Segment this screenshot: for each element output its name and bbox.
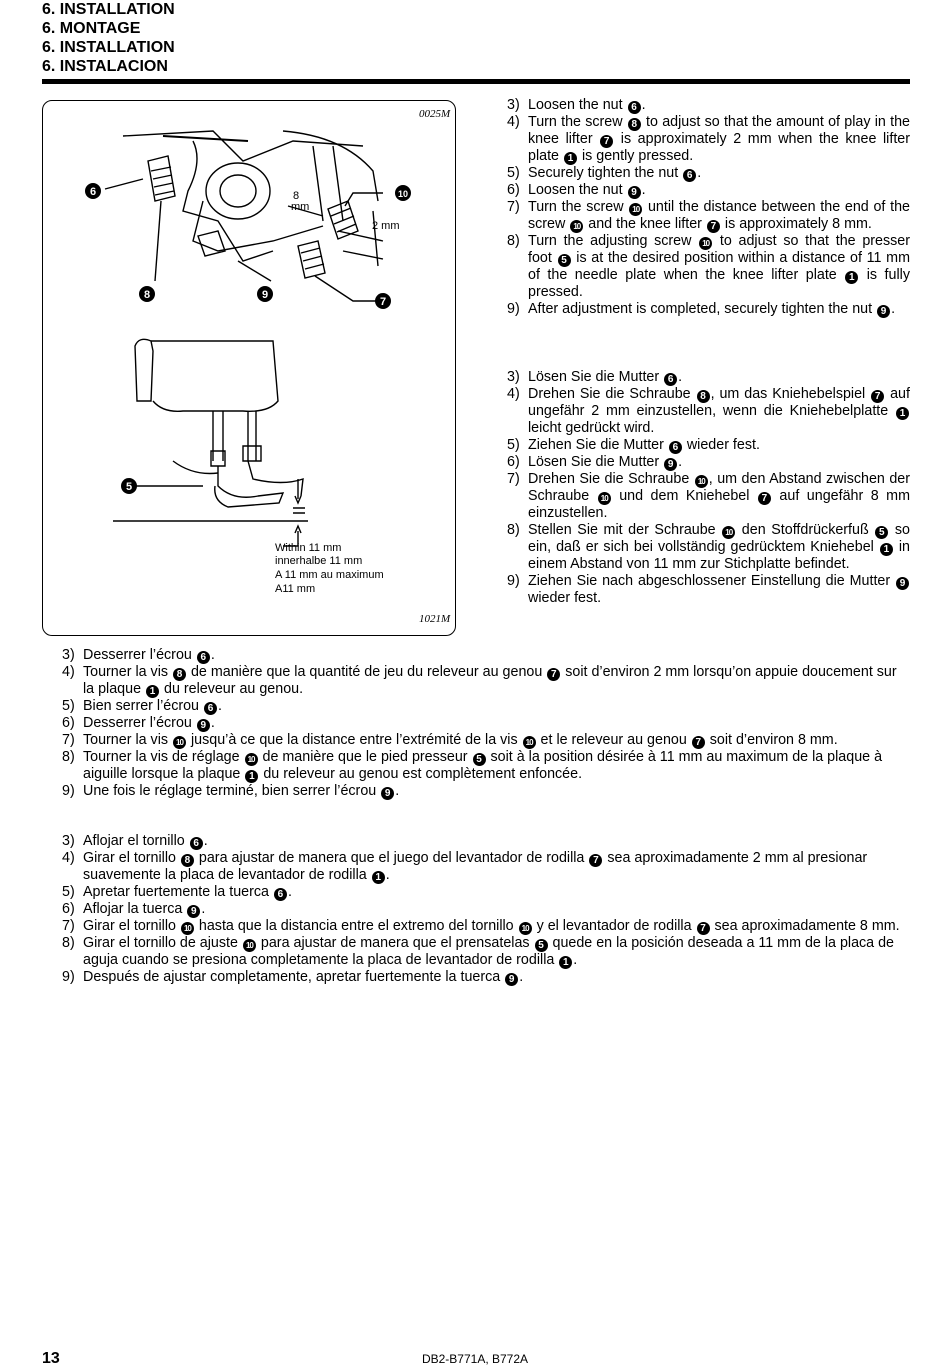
step-text: Aflojar el tornillo [83, 833, 189, 849]
step-number: 5) [62, 884, 75, 900]
step-text: is approximately 2 mm when the knee lifter plate [528, 131, 910, 164]
step-item [507, 454, 910, 471]
steps-german [507, 369, 910, 607]
step-number: 5) [507, 437, 520, 453]
step-item [507, 97, 910, 114]
part-callout-9: 9 [381, 787, 394, 800]
part-callout-8: 8 [628, 118, 641, 131]
step-text: is gently pressed. [577, 148, 694, 164]
step-text: Lösen Sie die Mutter [528, 454, 664, 470]
step-text: y el levantador de rodilla [532, 918, 696, 934]
part-callout-10: 10 [243, 939, 256, 952]
part-callout-6: 6 [274, 888, 287, 901]
step-text: auf ungefähr 8 mm einzustellen. [528, 488, 910, 521]
step-text: sea aproximadamente 2 mm al presionar suavemente la placa de levantador de rodilla [83, 850, 868, 883]
step-item [62, 664, 910, 698]
step-text: . [678, 369, 683, 385]
step-item [62, 901, 910, 918]
step-text: Drehen Sie die Schraube [528, 386, 696, 402]
part-callout-1: 1 [564, 152, 577, 165]
step-number: 6) [507, 182, 520, 198]
callout-5-label: 5 [125, 481, 133, 493]
step-number: 6) [62, 901, 75, 917]
step-item [62, 647, 910, 664]
step-text: . [519, 969, 524, 985]
part-callout-6: 6 [197, 651, 210, 664]
part-callout-9: 9 [505, 973, 518, 986]
figure-code-top: 0025M [419, 108, 451, 120]
step-number: 8) [507, 522, 520, 538]
step-text: . [210, 647, 215, 663]
step-text: Desserrer l’écrou [83, 715, 196, 731]
step-text: Une fois le réglage terminé, bien serrer l’écrou [83, 783, 381, 799]
step-text: Securely tighten the nut [528, 165, 683, 181]
step-number: 9) [62, 969, 75, 985]
callout-group [85, 183, 411, 595]
step-text: du releveur au genou est complètement enfoncée. [259, 766, 583, 782]
part-callout-9: 9 [664, 458, 677, 471]
part-callout-6: 6 [204, 702, 217, 715]
step-text: . [287, 884, 292, 900]
step-number: 5) [507, 165, 520, 181]
step-text: , um das Kniehebelspiel [710, 386, 871, 402]
step-text: Apretar fuertemente la tuerca [83, 884, 273, 900]
step-text: den Stoffdrückerfuß [736, 522, 875, 538]
step-item [507, 199, 910, 233]
step-text: is fully pressed. [528, 267, 910, 300]
part-callout-7: 7 [697, 922, 710, 935]
part-callout-10: 10 [245, 753, 258, 766]
step-text: Turn the screw [528, 114, 627, 130]
part-callout-7: 7 [707, 220, 720, 233]
model-number: DB2-B771A, B772A [421, 1352, 529, 1366]
step-text: Turn the adjusting screw [528, 233, 699, 249]
part-callout-9: 9 [628, 186, 641, 199]
step-text: Tourner la vis [83, 664, 172, 680]
callout-6-label: 6 [89, 186, 97, 198]
part-callout-10: 10 [699, 237, 712, 250]
part-callout-10: 10 [570, 220, 583, 233]
step-item [507, 386, 910, 437]
step-text: wieder fest. [528, 590, 602, 606]
step-item [507, 301, 910, 318]
step-text: du releveur au genou. [160, 681, 304, 697]
part-callout-6: 6 [664, 373, 677, 386]
step-item [507, 165, 910, 182]
step-item [62, 884, 910, 901]
step-text: . [573, 952, 578, 968]
callout-10-label: 10 [397, 189, 409, 199]
step-text: Turn the screw [528, 199, 629, 215]
dim-8mm-number: 8 [293, 190, 300, 202]
step-text: soit d’environ 2 mm lorsqu’on appuie doucement sur la plaque [83, 664, 897, 697]
part-callout-9: 9 [896, 577, 909, 590]
part-callout-1: 1 [880, 543, 893, 556]
header-line-de: 6. MONTAGE [42, 20, 141, 37]
step-item [507, 437, 910, 454]
step-number: 5) [62, 698, 75, 714]
step-number: 8) [62, 749, 75, 765]
step-text: Girar el tornillo [83, 850, 180, 866]
part-callout-9: 9 [197, 719, 210, 732]
step-text: . [201, 901, 206, 917]
part-callout-6: 6 [669, 441, 682, 454]
step-text: para ajustar de manera que el prensatelas [256, 935, 534, 951]
part-callout-6: 6 [683, 169, 696, 182]
part-callout-10: 10 [519, 922, 532, 935]
step-item [507, 471, 910, 522]
part-callout-6: 6 [190, 837, 203, 850]
section-header [42, 0, 175, 76]
part-callout-10: 10 [181, 922, 194, 935]
part-callout-8: 8 [181, 854, 194, 867]
step-text: Drehen Sie die Schraube [528, 471, 694, 487]
step-text: soit à la position désirée à 11 mm au maximum de la plaque à aiguille lorsque la plaque [83, 749, 883, 782]
step-text: Ziehen Sie die Mutter [528, 437, 668, 453]
step-item [507, 573, 910, 607]
step-text: hasta que la distancia entre el extremo del tornillo [194, 918, 518, 934]
step-item [507, 114, 910, 165]
step-text: quede en la posición deseada a 11 mm de la placa de aguja cuando se presiona completamente la placa de levantador de rodilla [83, 935, 895, 968]
step-text: is at the desired position within a distance of 11 mm of the needle plate when the knee lifter plate [528, 250, 910, 283]
step-text: para ajustar de manera que el juego del levantador de rodilla [194, 850, 589, 866]
step-text: Girar el tornillo de ajuste [83, 935, 242, 951]
header-line-fr: 6. INSTALLATION [42, 39, 175, 56]
step-text: Tourner la vis de réglage [83, 749, 244, 765]
part-callout-8: 8 [697, 390, 710, 403]
step-text: Stellen Sie mit der Schraube [528, 522, 722, 538]
part-callout-10: 10 [722, 526, 735, 539]
step-number: 3) [62, 647, 75, 663]
step-item [62, 833, 910, 850]
step-text: Girar el tornillo [83, 918, 180, 934]
step-text: Lösen Sie die Mutter [528, 369, 664, 385]
step-text: leicht gedrückt wird. [528, 420, 655, 436]
dim-8mm-unit: mm [291, 201, 310, 213]
step-number: 7) [62, 918, 75, 934]
step-text: . [891, 301, 896, 317]
step-text: in einem Abstand von 11 mm zur Stichplatte befindet. [528, 539, 910, 572]
step-number: 4) [507, 114, 520, 130]
caption-line-1: Within 11 mm [275, 542, 342, 554]
callout-9-label: 9 [261, 289, 269, 301]
header-rule [42, 79, 910, 84]
step-item [62, 935, 910, 969]
step-text: jusqu’à ce que la distance entre l’extrémité de la vis [187, 732, 522, 748]
part-callout-7: 7 [692, 736, 705, 749]
step-number: 9) [62, 783, 75, 799]
step-number: 7) [507, 471, 520, 487]
part-callout-1: 1 [146, 685, 159, 698]
part-callout-7: 7 [547, 668, 560, 681]
part-callout-5: 5 [875, 526, 888, 539]
step-text: . [641, 182, 646, 198]
part-callout-7: 7 [871, 390, 884, 403]
step-text: auf ungefähr 2 mm einzustellen, wenn die Kniehebelplatte [528, 386, 910, 419]
step-text: . [217, 698, 222, 714]
step-number: 4) [62, 850, 75, 866]
part-callout-1: 1 [896, 407, 909, 420]
header-line-en: 6. INSTALLATION [42, 1, 175, 18]
callout-8-label: 8 [143, 289, 151, 301]
step-text: . [395, 783, 400, 799]
step-number: 9) [507, 573, 520, 589]
part-callout-5: 5 [473, 753, 486, 766]
caption-line-4: A11 mm [275, 583, 316, 595]
part-callout-6: 6 [628, 101, 641, 114]
part-callout-1: 1 [245, 770, 258, 783]
page-number: 13 [42, 1350, 60, 1367]
step-text: to adjust so that the presser foot [528, 233, 910, 266]
step-text: to adjust so that the amount of play in the knee lifter [528, 114, 910, 147]
part-callout-10: 10 [598, 492, 611, 505]
part-callout-7: 7 [600, 135, 613, 148]
step-text: After adjustment is completed, securely tighten the nut [528, 301, 877, 317]
part-callout-10: 10 [629, 203, 642, 216]
part-callout-10: 10 [173, 736, 186, 749]
part-callout-1: 1 [372, 871, 385, 884]
step-item [62, 732, 910, 749]
step-text: Loosen the nut [528, 97, 627, 113]
step-number: 9) [507, 301, 520, 317]
step-text: . [385, 867, 390, 883]
step-item [62, 969, 910, 986]
step-text: . [697, 165, 702, 181]
step-item [62, 749, 910, 783]
step-text: , um den Abstand zwischen der Schraube [528, 471, 910, 504]
steps-french [62, 647, 910, 800]
part-callout-1: 1 [559, 956, 572, 969]
steps-spanish [62, 833, 910, 986]
step-text: Tourner la vis [83, 732, 172, 748]
part-callout-7: 7 [758, 492, 771, 505]
dim-2mm-label: 2 mm [372, 220, 400, 232]
step-text: sea aproximadamente 8 mm. [710, 918, 900, 934]
callout-7-label: 7 [379, 296, 387, 308]
part-callout-8: 8 [173, 668, 186, 681]
step-item [62, 850, 910, 884]
step-text: Ziehen Sie nach abgeschlossener Einstellung die Mutter [528, 573, 895, 589]
part-callout-7: 7 [589, 854, 602, 867]
step-text: und dem Kniehebel [611, 488, 757, 504]
step-text: Desserrer l’écrou [83, 647, 196, 663]
step-item [62, 715, 910, 732]
step-text: Aflojar la tuerca [83, 901, 187, 917]
step-text: Bien serrer l’écrou [83, 698, 203, 714]
step-text: . [641, 97, 646, 113]
part-callout-5: 5 [535, 939, 548, 952]
step-text: . [210, 715, 215, 731]
step-text: is approximately 8 mm. [720, 216, 872, 232]
figure-code-bottom: 1021M [419, 613, 451, 625]
caption-line-3: A 11 mm au maximum [275, 569, 384, 581]
step-item [507, 233, 910, 301]
part-callout-1: 1 [845, 271, 858, 284]
part-callout-10: 10 [695, 475, 708, 488]
step-number: 4) [507, 386, 520, 402]
step-number: 6) [507, 454, 520, 470]
step-number: 7) [62, 732, 75, 748]
step-number: 3) [62, 833, 75, 849]
step-item [62, 698, 910, 715]
step-item [62, 918, 910, 935]
step-text: soit d’environ 8 mm. [705, 732, 838, 748]
part-callout-9: 9 [187, 905, 200, 918]
step-text: de manière que le pied presseur [258, 749, 472, 765]
step-number: 3) [507, 369, 520, 385]
step-item [507, 522, 910, 573]
step-number: 3) [507, 97, 520, 113]
step-item [62, 783, 910, 800]
step-number: 8) [507, 233, 520, 249]
step-text: Loosen the nut [528, 182, 627, 198]
step-text: Después de ajustar completamente, apretar fuertemente la tuerca [83, 969, 505, 985]
step-text: wieder fest. [682, 437, 760, 453]
step-text: de manière que la quantité de jeu du releveur au genou [187, 664, 547, 680]
caption-line-2: innerhalbe 11 mm [275, 555, 363, 567]
header-line-es: 6. INSTALACION [42, 58, 168, 75]
step-text: so ein, daß er sich bei vollständig gedrücktem Kniehebel [528, 522, 910, 555]
step-number: 7) [507, 199, 520, 215]
step-text: until the distance between the end of the screw [528, 199, 910, 232]
knee-lifter-drawing [43, 101, 455, 635]
part-callout-10: 10 [523, 736, 536, 749]
part-callout-5: 5 [558, 254, 571, 267]
steps-english [507, 97, 910, 318]
step-item [507, 182, 910, 199]
step-text: . [203, 833, 208, 849]
part-callout-9: 9 [877, 305, 890, 318]
step-number: 6) [62, 715, 75, 731]
step-text: and the knee lifter [584, 216, 706, 232]
step-number: 8) [62, 935, 75, 951]
step-text: et le releveur au genou [536, 732, 691, 748]
illustration-box [42, 100, 456, 636]
step-text: . [678, 454, 683, 470]
step-item [507, 369, 910, 386]
step-number: 4) [62, 664, 75, 680]
